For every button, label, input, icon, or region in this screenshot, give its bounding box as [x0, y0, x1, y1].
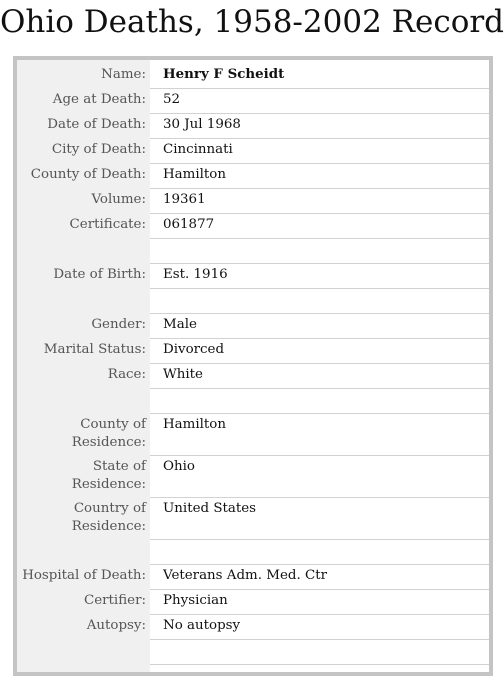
- record-row-age: [17, 89, 489, 114]
- page-title: Ohio Deaths, 1958-2002 Record: [0, 4, 504, 40]
- certificate-label: Certificate:: [69, 217, 146, 232]
- country-of-residence-label: Country of Residence:: [71, 501, 146, 534]
- record-row-county-of-death: [17, 164, 489, 189]
- age-value: 52: [150, 89, 489, 114]
- certifier-value: Physician: [150, 590, 489, 615]
- record-row-spacer: [17, 289, 489, 314]
- hospital-of-death-label: Hospital of Death:: [22, 568, 146, 583]
- name-label: Name:: [101, 67, 146, 82]
- record-row-race: [17, 364, 489, 389]
- date-of-birth-label: Date of Birth:: [53, 267, 146, 282]
- name-value: Henry F Scheidt: [150, 64, 489, 89]
- record-row-name: [17, 64, 489, 89]
- marital-status-value: Divorced: [150, 339, 489, 364]
- record-row-city-of-death: [17, 139, 489, 164]
- marital-status-label: Marital Status:: [43, 342, 146, 357]
- race-label: Race:: [107, 367, 146, 382]
- county-of-death-label: County of Death:: [30, 167, 146, 182]
- record-row-date-of-birth: [17, 264, 489, 289]
- state-of-residence-label: State of Residence:: [71, 459, 146, 492]
- record-row-gender: [17, 314, 489, 339]
- record-row-county-of-residence: [17, 414, 489, 456]
- gender-value: Male: [150, 314, 489, 339]
- record-row-volume: [17, 189, 489, 214]
- autopsy-label: Autopsy:: [86, 618, 146, 633]
- record-row-spacer: [17, 239, 489, 264]
- record-row-marital-status: [17, 339, 489, 364]
- city-of-death-value: Cincinnati: [150, 139, 489, 164]
- race-value: White: [150, 364, 489, 389]
- volume-value: 19361: [150, 189, 489, 214]
- volume-label: Volume:: [91, 192, 146, 207]
- record-row-date-of-death: [17, 114, 489, 139]
- record-row-hospital-of-death: [17, 565, 489, 590]
- record-table: [13, 56, 493, 676]
- gender-label: Gender:: [91, 317, 146, 332]
- record-row-spacer: [17, 640, 489, 665]
- hospital-of-death-value: Veterans Adm. Med. Ctr: [150, 565, 489, 590]
- record-row-spacer: [17, 665, 489, 688]
- date-of-birth-value: Est. 1916: [150, 264, 489, 289]
- date-of-death-value: 30 Jul 1968: [150, 114, 489, 139]
- record-row-spacer: [17, 540, 489, 565]
- record-row-state-of-residence: [17, 456, 489, 498]
- date-of-death-label: Date of Death:: [47, 117, 146, 132]
- county-of-residence-value: Hamilton: [150, 414, 489, 456]
- record-row-spacer: [17, 389, 489, 414]
- county-of-death-value: Hamilton: [150, 164, 489, 189]
- certificate-value: 061877: [150, 214, 489, 239]
- autopsy-value: No autopsy: [150, 615, 489, 640]
- record-row-certificate: [17, 214, 489, 239]
- record-row-autopsy: [17, 615, 489, 640]
- record-row-certifier: [17, 590, 489, 615]
- state-of-residence-value: Ohio: [150, 456, 489, 498]
- county-of-residence-label: County of Residence:: [71, 417, 146, 450]
- certifier-label: Certifier:: [83, 593, 146, 608]
- city-of-death-label: City of Death:: [51, 142, 146, 157]
- age-label: Age at Death:: [52, 92, 146, 107]
- country-of-residence-value: United States: [150, 498, 489, 540]
- record-row-country-of-residence: [17, 498, 489, 540]
